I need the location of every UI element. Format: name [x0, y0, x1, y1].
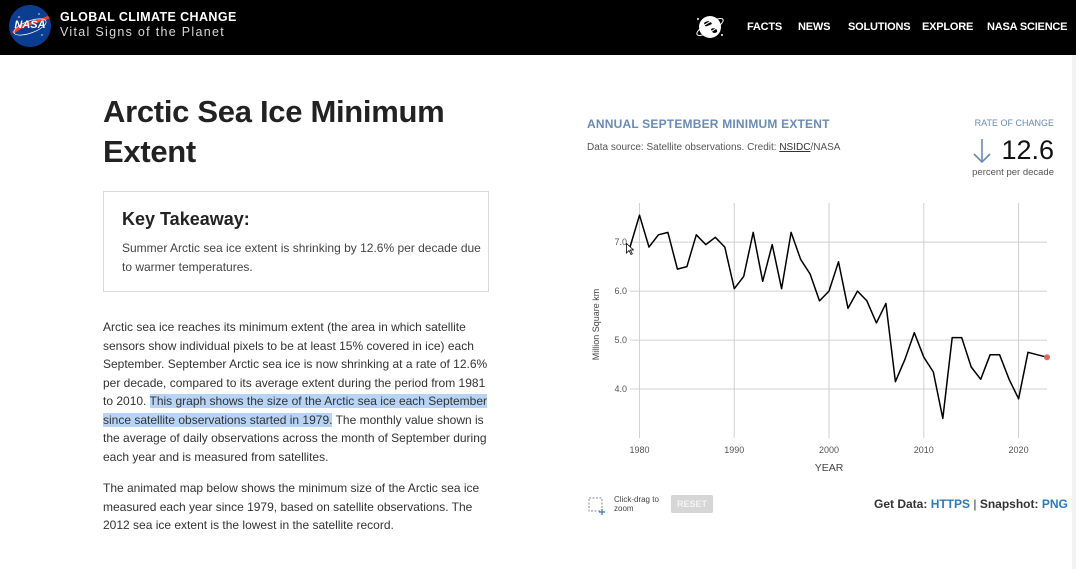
y-tick-label: 5.0 — [614, 335, 627, 346]
nav-explore[interactable]: EXPLORE — [922, 21, 974, 33]
zoom-hint-text: Click-drag to zoom — [614, 495, 659, 513]
nav-solutions[interactable]: SOLUTIONS — [848, 21, 911, 33]
png-snapshot-link[interactable]: PNG — [1041, 497, 1068, 511]
y-axis-label: Million Square km — [591, 288, 601, 361]
rate-of-change-value: 12.6 — [1001, 135, 1054, 165]
earth-globe-icon[interactable] — [694, 11, 726, 43]
article-paragraph-2: The animated map below shows the minimum size of the Arctic sea ice measured each year since 1979, based on satellite observations. The 2012 sea ice extent is the lowest in the satellite record. — [103, 481, 480, 532]
https-data-link[interactable]: HTTPS — [930, 497, 971, 511]
sea-ice-line-chart[interactable] — [585, 195, 1065, 485]
x-tick-label: 2020 — [1008, 445, 1029, 455]
highlighted-text-selection: This graph shows the size of the Arctic sea ice each September since satellite observations started in 1979. — [103, 394, 488, 427]
key-takeaway-text: Summer Arctic sea ice extent is shrinking by 12.6% per decade due to warmer temperatures. — [122, 241, 481, 274]
x-tick-label: 1980 — [629, 445, 650, 455]
article-paragraph-1 — [103, 318, 495, 466]
chart-title: ANNUAL SEPTEMBER MINIMUM EXTENT — [587, 117, 830, 131]
page-title: Arctic Sea Ice Minimum Extent — [103, 94, 445, 169]
key-takeaway-heading: Key Takeaway: — [122, 209, 250, 229]
separator: | — [973, 497, 977, 511]
top-navigation-bar — [0, 0, 1076, 55]
nsidc-link[interactable]: NSIDC — [779, 142, 811, 153]
chart-source — [587, 142, 840, 153]
site-subtitle: Vital Signs of the Planet — [60, 25, 225, 39]
last-data-point — [1044, 354, 1050, 360]
rate-of-change-unit: percent per decade — [972, 167, 1054, 178]
x-tick-label: 2000 — [819, 445, 840, 455]
mouse-cursor-icon — [626, 243, 634, 255]
get-data-row — [874, 497, 1068, 511]
y-tick-label: 6.0 — [614, 286, 627, 297]
paragraph-1-text-a: Arctic sea ice reaches its minimum extent (the area in which satellite sensors show individual pixels to be at least 15% covered in ice) each September. September Arctic sea ice is now shrinking at a rate of 12.6% per decade, compared to its average extent during the period from 1981 to 2010. — [103, 320, 488, 408]
nav-nasa-science[interactable]: NASA SCIENCE — [987, 21, 1068, 33]
rate-of-change-label: RATE OF CHANGE — [974, 118, 1054, 128]
zoom-drag-icon — [588, 497, 606, 515]
paragraph-1-text-b: The monthly value shown is the average of daily observations across the month of September during each year and is measured from satellites. — [103, 412, 487, 464]
page-scrollbar[interactable] — [1072, 55, 1076, 569]
chart-source-suffix: /NASA — [810, 142, 841, 153]
reset-zoom-button[interactable]: RESET — [671, 495, 713, 513]
data-series-line — [630, 215, 1047, 418]
chart-source-prefix: Data source: Satellite observations. Credit: — [587, 142, 780, 153]
key-takeaway-box — [103, 191, 489, 292]
get-data-label: Get Data: — [874, 497, 928, 511]
site-title[interactable]: GLOBAL CLIMATE CHANGE — [60, 10, 237, 24]
y-tick-label: 7.0 — [614, 237, 627, 248]
nav-news[interactable]: NEWS — [798, 21, 831, 33]
nav-facts[interactable]: FACTS — [747, 21, 783, 33]
x-tick-label: 1990 — [724, 445, 745, 455]
nasa-logo-icon[interactable] — [9, 5, 51, 47]
down-arrow-icon — [972, 138, 992, 164]
nasa-logo-text: NASA — [14, 19, 46, 31]
x-tick-label: 2010 — [913, 445, 934, 455]
x-axis-label: YEAR — [814, 462, 844, 474]
snapshot-label: Snapshot: — [979, 497, 1039, 511]
y-tick-label: 4.0 — [614, 384, 627, 395]
